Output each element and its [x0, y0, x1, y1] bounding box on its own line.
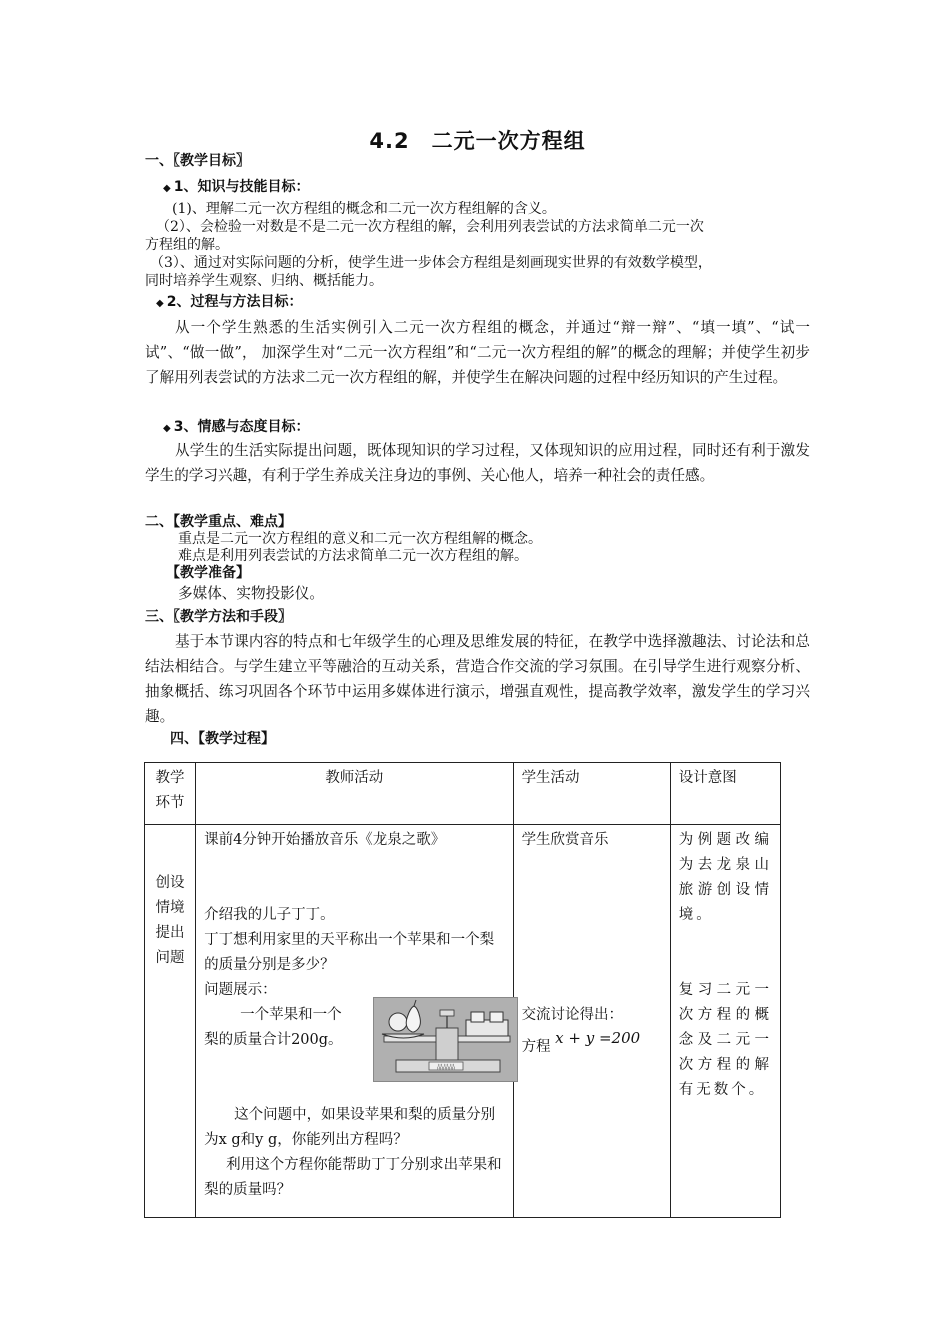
teacher-line: 介绍我的儿子丁丁。: [204, 907, 335, 923]
header-teacher: 教师活动: [196, 763, 513, 825]
goal1-heading: [163, 178, 309, 198]
goal3-heading-text: 3、情感与态度目标：: [173, 419, 310, 435]
key-point: 重点是二元一次方程组的意义和二元一次方程组解的概念。: [178, 531, 542, 547]
intent-text: 复习二元一次方程的概念及二元一次方程的解有无数个。: [678, 982, 772, 1098]
goal1-item: (1)、理解二元一次方程组的概念和二元一次方程组解的含义。: [172, 201, 556, 217]
goal3-heading: [163, 418, 309, 438]
intent-cell: [670, 825, 780, 1218]
stage-text: 创设情境提出问题: [155, 875, 185, 966]
teacher-line: 梨的质量合计200g。: [204, 1032, 343, 1048]
student-line: 学生欣赏音乐: [521, 832, 609, 848]
teacher-line: 丁丁想利用家里的天平称出一个苹果和一个梨的质量分别是多少？: [204, 932, 495, 973]
method-text: 基于本节课内容的特点和七年级学生的心理及思维发展的特征，在教学中选择激趣法、讨论法和总结法相结合。与学生建立平等融洽的互动关系，营造合作交流的学习氛围。在引导学生进行观察分析、抽象概括、练习巩固各个环节中运用多媒体进行演示，增强直观性，提高教学效率，激发学生的学习兴趣。: [145, 633, 810, 725]
goal2-heading-text: 2、过程与方法目标：: [166, 294, 303, 310]
goal1-item: 方程组的解。: [145, 237, 229, 253]
equation: x + y =200: [555, 1029, 641, 1047]
student-cell: [513, 825, 670, 1218]
stage-cell: [145, 825, 196, 1218]
table-header-row: [145, 763, 781, 825]
goal1-item: 同时培养学生观察、归纳、概括能力。: [145, 273, 383, 289]
teacher-line: 课前4分钟开始播放音乐《龙泉之歌》: [204, 832, 446, 848]
process-table: [144, 762, 781, 1218]
section2-heading: 二、【教学重点、难点】: [145, 514, 292, 530]
header-intent: 设计意图: [670, 763, 780, 825]
student-line: 交流讨论得出：: [521, 1007, 624, 1023]
goal3-text: 从学生的生活实际提出问题，既体现知识的学习过程，又体现知识的应用过程，同时还有利于激发学生的学习兴趣，有利于学生养成关注身边的事例、关心他人，培养一种社会的责任感。: [145, 442, 810, 484]
intent-text: 为例题改编为去龙泉山旅游创设情境。: [678, 832, 772, 923]
prep-text: 多媒体、实物投影仪。: [178, 585, 324, 602]
goal2-heading: [156, 293, 302, 313]
teacher-line: 这个问题中，如果设苹果和梨的质量分别为x g和y g，你能列出方程吗？: [204, 1107, 496, 1148]
diamond-bullet-icon: ◆: [163, 423, 171, 434]
student-equation-line: [521, 1029, 662, 1060]
goal1-item: （2）、会检验一对数是不是二元一次方程组的解，会利用列表尝试的方法求简单二元一次: [156, 219, 704, 235]
section3-heading: 三、〖教学方法和手段〗: [145, 609, 292, 625]
equation-prefix: 方程: [521, 1039, 551, 1055]
apple-icon: [389, 1013, 407, 1031]
section4-heading: 四、【教学过程】: [170, 731, 275, 747]
scale-label: 品品品: [436, 1064, 456, 1071]
weight-icon: [490, 1012, 503, 1022]
goal2-text: 从一个学生熟悉的生活实例引入二元一次方程组的概念，并通过“辩一辩”、“填一填”、“试一试”、“做一做”， 加深学生对“二元一次方程组”和“二元一次方程组的解”的概念的理解；并使学生初步了解用列表尝试的方法求二元一次方程组的解，并使学生在解决问题的过程中经历知识的产生过程。: [145, 319, 810, 386]
balance-scale-image: [373, 997, 518, 1082]
goal1-heading-text: 1、知识与技能目标：: [173, 179, 310, 195]
goal1-item: （3）、通过对实际问题的分析，使学生进一步体会方程组是刻画现实世界的有效数学模型，: [150, 255, 712, 271]
teacher-line: 问题展示：: [204, 982, 277, 998]
difficult-point: 难点是利用列表尝试的方法求简单二元一次方程组的解。: [178, 548, 528, 564]
teacher-line: 一个苹果和一个: [240, 1007, 342, 1023]
header-stage: 教学环节: [145, 763, 196, 825]
diamond-bullet-icon: ◆: [156, 298, 164, 309]
balance-scale-illustration: [374, 998, 517, 1081]
prep-heading: 【教学准备】: [166, 565, 250, 581]
teacher-line: 利用这个方程你能帮助丁丁分别求出苹果和梨的质量吗？: [204, 1157, 502, 1198]
header-student: 学生活动: [513, 763, 670, 825]
document-title: 4.2 二元一次方程组: [369, 129, 586, 153]
diamond-bullet-icon: ◆: [163, 183, 171, 194]
section1-heading: 一、〖教学目标〗: [145, 153, 250, 169]
weight-icon: [471, 1012, 484, 1022]
